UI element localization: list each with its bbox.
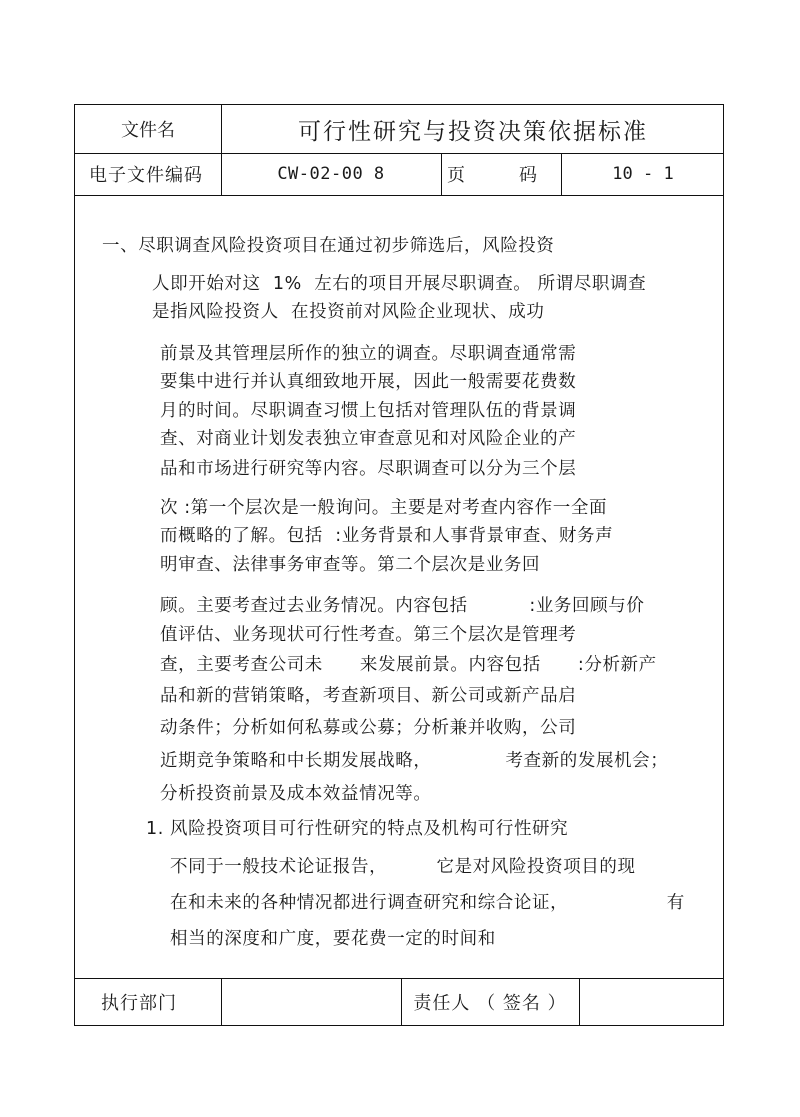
document-title: 可行性研究与投资决策依据标准	[298, 118, 648, 145]
body-line: 顾。主要考查过去业务情况。内容包括 :业务回顾与价	[160, 596, 645, 616]
body-line: 人即开始对这 1% 左右的项目开展尽职调查。 所谓尽职调查	[152, 274, 647, 294]
body-line: 1. 风险投资项目可行性研究的特点及机构可行性研究	[146, 819, 569, 839]
body-line: 值评估、业务现状可行性考查。第三个层次是管理考	[160, 625, 577, 645]
dept-value[interactable]	[221, 978, 401, 1025]
body-line: 而概略的了解。包括 :业务背景和人事背景审查、财务声	[160, 526, 614, 546]
code-value: CW-02-00 8	[277, 164, 385, 184]
body-line: 次 :第一个层次是一般询问。主要是对考查内容作一全面	[160, 498, 608, 518]
body-line: 相当的深度和广度，要花费一定的时间和	[170, 929, 496, 949]
page-value: 10 - 1	[612, 164, 674, 184]
dept-label: 执行部门	[101, 992, 177, 1014]
file-name-label: 文件名	[121, 120, 175, 141]
body-line: 月的时间。尽职调查习惯上包括对管理队伍的背景调	[160, 401, 577, 421]
body-line: 前景及其管理层所作的独立的调查。尽职调查通常需	[160, 344, 577, 364]
body-line: 查、对商业计划发表独立审查意见和对风险企业的产	[160, 429, 577, 449]
header-divider-2	[75, 195, 723, 196]
body-line: 查，主要考查公司未 来发展前景。内容包括 :分析新产	[160, 655, 657, 675]
body-line: 明审查、法律事务审查等。第二个层次是业务回	[160, 555, 541, 575]
body-line: 分析投资前景及成本效益情况等。	[160, 784, 432, 804]
page-label: 页 码	[447, 165, 555, 186]
body-line: 一、尽职调查风险投资项目在通过初步筛选后，风险投资	[102, 236, 555, 256]
body-line: 要集中进行并认真细致地开展，因此一般需要花费数	[160, 372, 577, 392]
body-line: 不同于一般技术论证报告， 它是对风险投资项目的现	[170, 857, 636, 877]
body-line: 是指风险投资人 在投资前对风险企业现状、成功	[152, 302, 545, 322]
body-line: 近期竞争策略和中长期发展战略， 考查新的发展机会；	[160, 751, 669, 771]
body-line: 在和未来的各种情况都进行调查研究和综合论证， 有	[170, 893, 685, 913]
body-line: 品和新的营销策略，考查新项目、新公司或新产品启	[160, 686, 577, 706]
responsible-signature[interactable]	[579, 978, 725, 1025]
body-line: 动条件；分析如何私募或公募；分析兼并收购，公司	[160, 718, 577, 738]
responsible-label: 责任人 （ 签名 ）	[413, 992, 567, 1014]
code-label: 电子文件编码	[89, 165, 203, 186]
body-line: 品和市场进行研究等内容。尽职调查可以分为三个层	[160, 459, 577, 479]
